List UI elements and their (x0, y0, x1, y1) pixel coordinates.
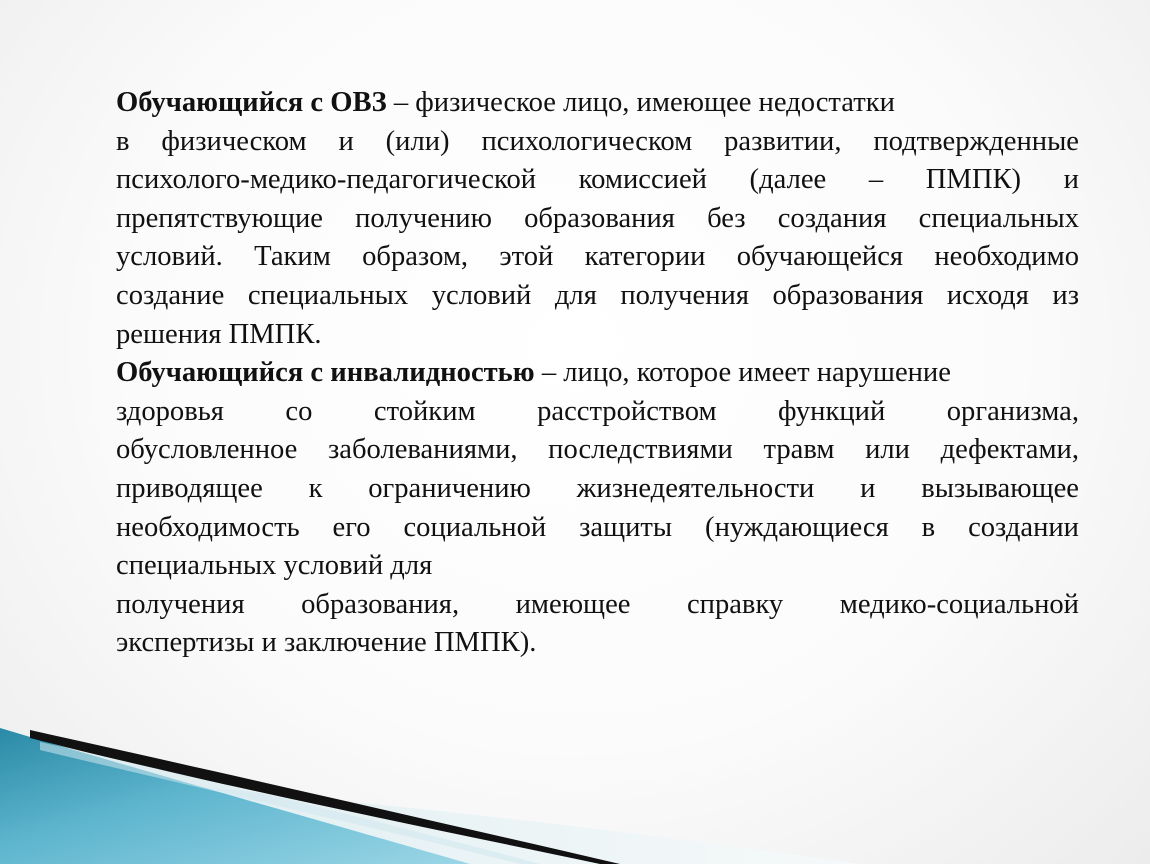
black-stripe (30, 730, 620, 864)
teal-wave (0, 728, 470, 864)
text-line: обусловленное заболеваниями, последствиями травм или дефектами, (116, 434, 1079, 466)
definition-ovz-start: – физическое лицо, имеющее недостатки (386, 87, 895, 118)
text-line: специальных условий для (116, 550, 433, 582)
definitions-text (116, 84, 1079, 663)
light-highlight (40, 742, 540, 864)
text-line: получения образования, имеющее справку медико-социальной (116, 588, 1079, 620)
text-line: необходимость его социальной защиты (нуждающиеся в создании (116, 511, 1079, 543)
paragraph-2-first-line (116, 354, 1079, 393)
text-line: экспертизы и заключение ПМПК). (116, 627, 537, 659)
pale-wave (0, 770, 860, 864)
term-ovz: Обучающийся с ОВЗ (116, 87, 387, 118)
text-line: условий. Таким образом, этой категории обучающейся необходимо (116, 241, 1079, 273)
text-line: приводящее к ограничению жизнедеятельности и вызывающее (116, 472, 1079, 504)
text-line: решения ПМПК. (116, 318, 322, 350)
text-line: в физическом и (или) психологическом развитии, подтвержденные (116, 125, 1079, 157)
definition-disability-start: – лицо, которое имеет нарушение (534, 357, 951, 389)
text-line: здоровья со стойким расстройством функций организма, (116, 395, 1079, 427)
paragraph-1-first-line (116, 84, 1079, 123)
text-line: психолого-медико-педагогической комиссией (далее – ПМПК) и (116, 164, 1079, 196)
term-disability: Обучающийся с инвалидностью (116, 357, 535, 389)
text-line: препятствующие получению образования без создания специальных (116, 202, 1079, 234)
text-line: создание специальных условий для получения образования исходя из (116, 279, 1079, 311)
